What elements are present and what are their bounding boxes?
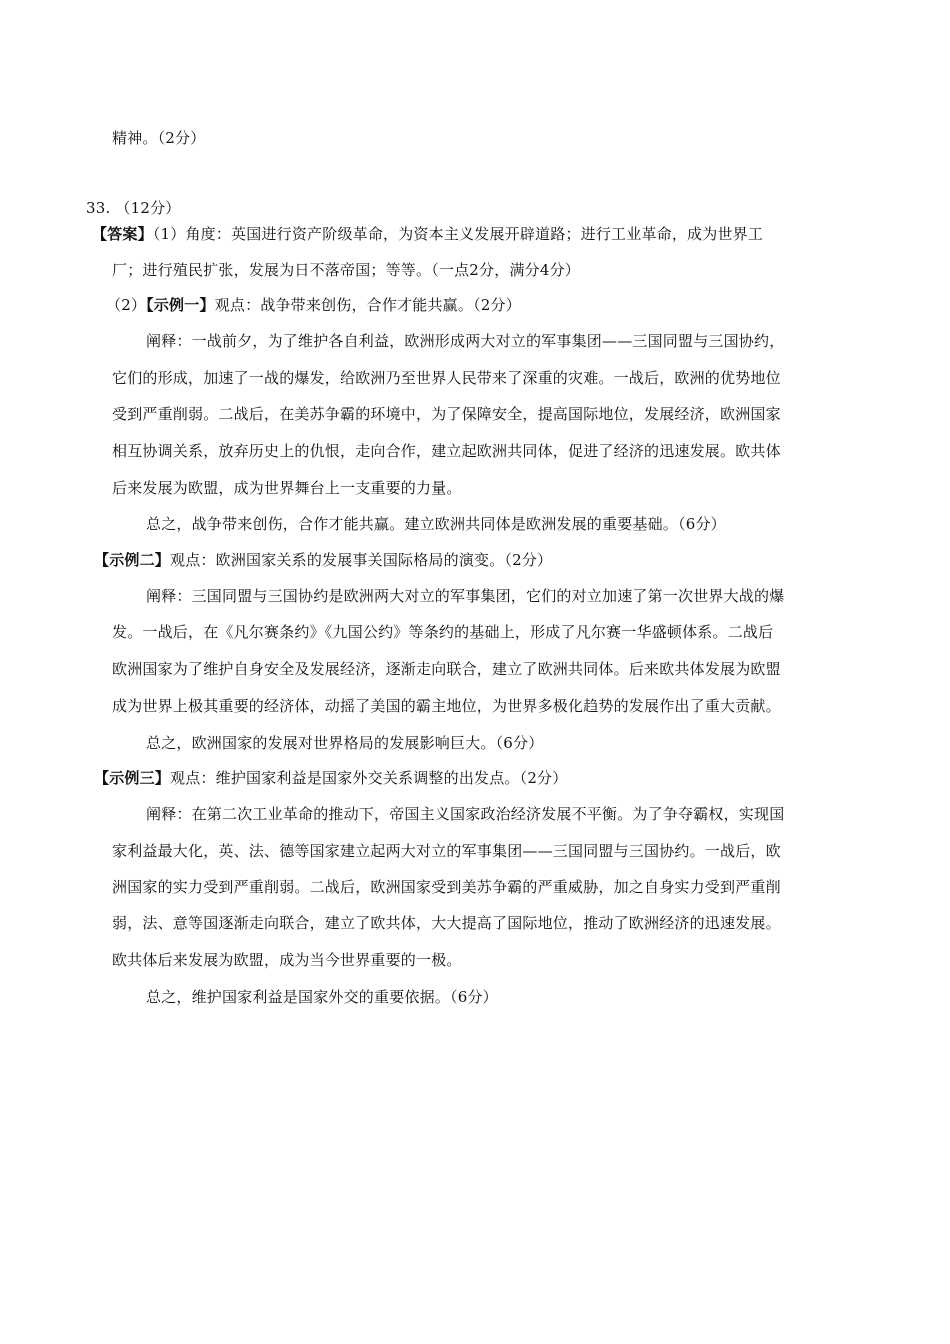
example-2-summary: 总之，欧洲国家的发展对世界格局的发展影响巨大。（6分） <box>146 734 544 752</box>
example-3-summary: 总之，维护国家利益是国家外交的重要依据。（6分） <box>146 988 498 1006</box>
example-1-line-5: 后来发展为欧盟，成为世界舞台上一支重要的力量。 <box>112 479 462 497</box>
example-1-line-4: 相互协调关系，放弃历史上的仇恨，走向合作，建立起欧洲共同体，促进了经济的迅速发展。欧共体 <box>112 442 781 460</box>
example-1-line-3: 受到严重削弱。二战后，在美苏争霸的环境中，为了保障安全，提高国际地位，发展经济，欧洲国家 <box>112 405 781 423</box>
example-2-tag: 【示例二】 <box>94 551 171 569</box>
answer-tag: 【答案】 <box>92 225 153 243</box>
question-33-header: 33. （12分） <box>86 199 181 217</box>
example-3-tag: 【示例三】 <box>94 769 171 787</box>
example-2-view-text: 观点：欧洲国家关系的发展事关国际格局的演变。（2分） <box>170 551 553 569</box>
example-3-line-3: 洲国家的实力受到严重削弱。二战后，欧洲国家受到美苏争霸的严重威胁，加之自身实力受到严重削 <box>112 878 781 896</box>
example-2-view <box>94 550 552 570</box>
answer-text-1: （1）角度：英国进行资产阶级革命，为资本主义发展开辟道路；进行工业革命，成为世界工 <box>152 225 764 243</box>
previous-answer-tail: 精神。（2分） <box>112 129 206 147</box>
example-2-line-1: 阐释：三国同盟与三国协约是欧洲两大对立的军事集团，它们的对立加速了第一次世界大战的爆 <box>146 587 785 605</box>
example-2-line-2: 发。一战后，在《凡尔赛条约》《九国公约》等条约的基础上，形成了凡尔赛一华盛顿体系。二战后 <box>112 623 774 641</box>
example-3-line-4: 弱，法、意等国逐渐走向联合，建立了欧共体，大大提高了国际地位，推动了欧洲经济的迅速发展。 <box>112 914 781 932</box>
example-3-view <box>94 768 567 788</box>
example-1-view <box>106 295 521 315</box>
example-2-line-3: 欧洲国家为了维护自身安全及发展经济，逐渐走向联合，建立了欧洲共同体。后来欧共体发展为欧盟 <box>112 660 781 678</box>
example-2-line-4: 成为世界上极其重要的经济体，动摇了美国的霸主地位，为世界多极化趋势的发展作出了重大贡献。 <box>112 697 781 715</box>
answer-line-1 <box>92 224 763 244</box>
example-3-line-1: 阐释：在第二次工业革命的推动下，帝国主义国家政治经济发展不平衡。为了争夺霸权，实现国 <box>146 805 785 823</box>
example-3-line-5: 欧共体后来发展为欧盟，成为当今世界重要的一极。 <box>112 951 462 969</box>
example-1-summary: 总之，战争带来创伤，合作才能共赢。建立欧洲共同体是欧洲发展的重要基础。（6分） <box>146 515 726 533</box>
answer-line-2: 厂；进行殖民扩张，发展为日不落帝国；等等。（一点2分，满分4分） <box>112 261 580 279</box>
part-2-prefix: （2） <box>106 296 147 314</box>
example-1-line-2: 它们的形成，加速了一战的爆发，给欧洲乃至世界人民带来了深重的灾难。一战后，欧洲的优势地位 <box>112 369 781 387</box>
example-1-line-1: 阐释：一战前夕，为了维护各自利益，欧洲形成两大对立的军事集团——三国同盟与三国协约， <box>146 332 785 350</box>
example-1-tag: 【示例一】 <box>146 296 215 314</box>
example-1-view-text: 观点：战争带来创伤，合作才能共赢。（2分） <box>214 296 521 314</box>
example-3-line-2: 家利益最大化，英、法、德等国家建立起两大对立的军事集团——三国同盟与三国协约。一战后，欧 <box>112 842 781 860</box>
example-3-view-text: 观点：维护国家利益是国家外交关系调整的出发点。（2分） <box>170 769 568 787</box>
